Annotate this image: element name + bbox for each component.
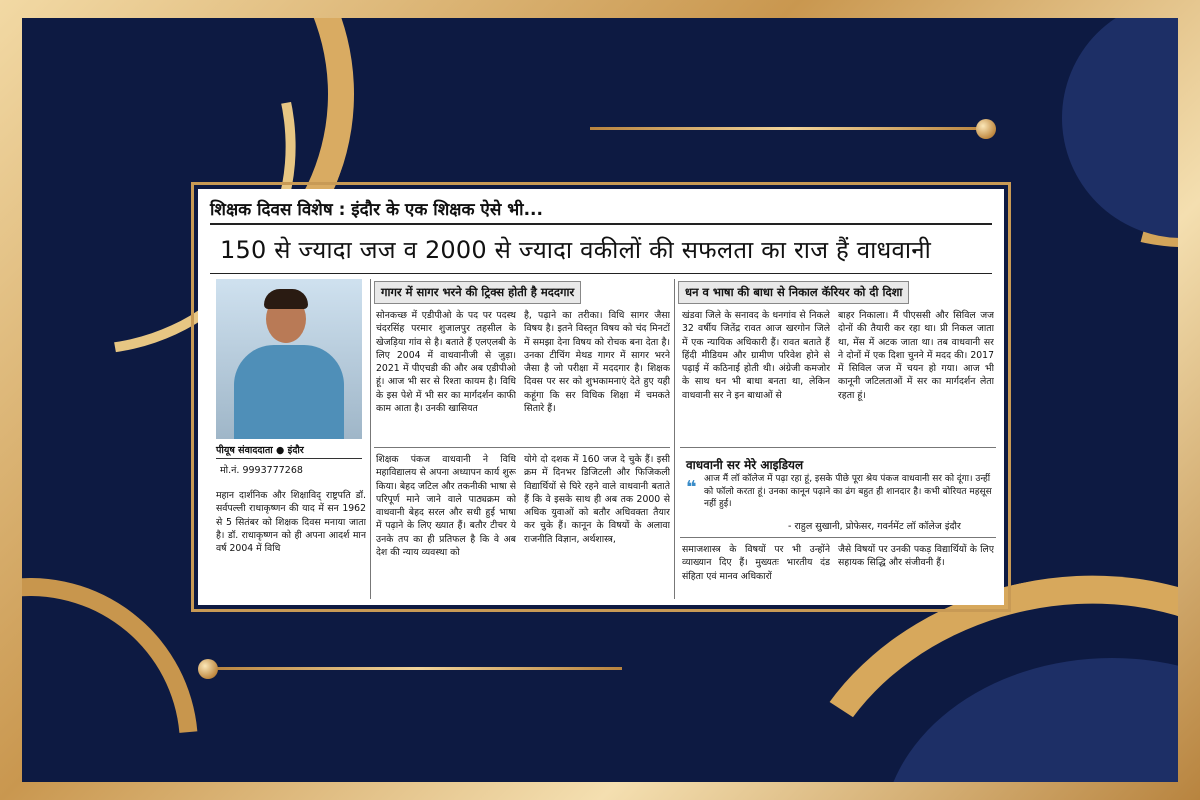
column-3-lower: योगे दो दशक में 160 जज दे चुके हैं। इसी क्रम में दिनभर डिजिटली और फिजिकली विद्यार्थियों से घिरे रहने वाले वाधवानी बताते हैं कि वे इसके साथ ही अब तक 2000 से अधिक युवाओं को बतौर अधिवक्ता तैयार कर चुके हैं। कानून के विषयों के अलावा राजनीति विज्ञान, अर्थशास्त्र, [524,454,670,545]
column-2-upper: सोनकच्छ में एडीपीओ के पद पर पदस्थ चंदरसिंह परमार शुजालपुर तहसील के खेजड़िया गांव से है। बताते हैं एलएलबी के लिए 2004 में वाधवानीजी से जुड़ा। 2021 में पीएचडी की और अब एडीपीओ हूं। आज भी सर से रिश्ता कायम है। विधि के इस पेशे में भी सर का मार्गदर्शन काफी काम आता है। उनकी खासियत [376,310,516,415]
column-5-lower: जैसे विषयों पर उनकी पकड़ विद्यार्थियों के लिए सहायक सिद्धि और संजीवनी हैं। [838,544,994,569]
column-4-lower: समाजशास्त्र के विषयों पर भी उन्होंने व्याख्यान दिए हैं। मुख्यतः भारतीय दंड संहिता एवं मानव अधिकारों [682,544,830,582]
quote-icon: ❝ [686,477,697,498]
column-1-lower: महान दार्शनिक और शिक्षाविद् राष्ट्रपति डॉ. सर्वपल्ली राधाकृष्णन की याद में सन 1962 से 5 सितंबर को शिक्षक दिवस मनाया जाता है। डॉ. राधाकृष्णन को ही अपना आदर्श मान वर्ष 2004 में विधि [216,490,366,555]
teacher-photo [216,279,362,439]
divider-mid [374,447,670,448]
article-headline: 150 से ज्यादा जज व 2000 से ज्यादा वकीलों की सफलता का राज हैं वाधवानी [220,236,932,264]
column-4-upper: खंडवा जिले के सनावद के धनगांव से निकले 32 वर्षीय जितेंद्र रावत आज खरगोन जिले में एक न्यायिक अधिकारी हैं। रावत बताते हैं हिंदी मीडियम और ग्रामीण परिवेश होने से पढ़ाई में कठिनाई होती थी। अंग्रेजी कमजोर के साथ धन भी बाधा बनता था, लेकिन वाधवानी सर ने इन बाधाओं से [682,310,830,401]
subhead-right: धन व भाषा की बाधा से निकाल कॅरियर को दी दिशा [678,281,909,304]
divider-quote-bottom [680,537,996,538]
mobile-number: मो.नं. 9993777268 [220,465,303,476]
quote-attribution: - राहुल सुखानी, प्रोफेसर, गवर्नमेंट लॉ कॉलेज इंदौर [788,521,961,532]
headline-rule [210,273,992,274]
gold-dot-bottom [198,659,218,679]
divider-1 [370,279,371,599]
photo-body [234,345,344,439]
divider-2 [674,279,675,599]
column-3-upper: है, पढ़ाने का तरीका। विधि सागर जैसा विषय है। इतने विस्तृत विषय को चंद मिनटों में समझा देना विषय को रोचक बना देता है। उनका टीचिंग मेथड गागर में सागर भरने जैसा है जो परीक्षा में मददगार है। शिक्षक दिवस पर सर को शुभकामनाएं देते हुए यही कहूंगा कि सर विधिक शिक्षा में चमकते सितारे हैं। [524,310,670,415]
gold-dot-top [976,119,996,139]
quote-text: आज मैं लॉ कॉलेज में पढ़ा रहा हूं, इसके पीछे पूरा श्रेय पंकज वाधवानी सर को दूंगा। उन्हीं को फॉलो करता हूं। उनका कानून पढ़ाने का ढंग बहुत ही शानदार है। कभी बोरियत महसूस नहीं हुई। [704,474,992,509]
photo-caption: पीयूष संवाददाता ● इंदौर [216,443,362,459]
article-kicker: शिक्षक दिवस विशेष : इंदौर के एक शिक्षक ऐसे भी... [210,200,543,220]
gold-line-bottom [212,667,622,670]
column-5-upper: बाहर निकाला। मैं पीएससी और सिविल जज दोनों की तैयारी कर रहा था। प्री निकल जाता था, मेंस में अटक जाता था। तब वाधवानी सर ने दोनों में एक दिशा चुनने में मदद की। 2017 में सिविल जज में चयन हो गया। आज भी कानूनी जटिलताओं में सर का मार्गदर्शन लेता रहता हूं। [838,310,994,401]
divider-quote [680,447,996,448]
column-2-lower: शिक्षक पंकज वाधवानी ने विधि महाविद्यालय से अपना अध्यापन कार्य शुरू किया। बेहद जटिल और तकनीकी भाषा से परिपूर्ण माने जाने वाले पाठ्यक्रम को वाधवानी बेहद सरल और सधी हुई भाषा में पढ़ाने के लिए ख्यात हैं। बतौर टीचर ये उनके तप का ही प्रतिफल है कि वे अब देश की न्याय व्यवस्था को [376,454,516,559]
subhead-left: गागर में सागर भरने की ट्रिक्स होती है मददगार [374,281,581,304]
quote-heading: वाधवानी सर मेरे आइडियल [686,458,804,472]
newspaper-clipping [198,189,1004,605]
gold-line-top [590,127,990,130]
kicker-rule [210,223,992,225]
photo-hair [264,289,308,309]
